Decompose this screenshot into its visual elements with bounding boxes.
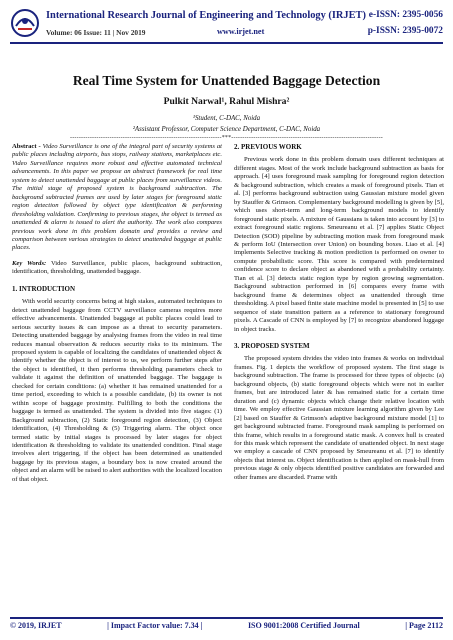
- footer-page-number: | Page 2112: [405, 621, 443, 630]
- journal-title: International Research Journal of Engineering and Technology (IRJET): [46, 10, 366, 21]
- section-separator: ---------------------------------------------------------------------***---------------------------------------------------------------------: [70, 135, 383, 141]
- introduction-heading: 1. INTRODUCTION: [12, 284, 76, 293]
- volume-issue: Volume: 06 Issue: 11 | Nov 2019: [46, 28, 146, 37]
- previous-work-text: Previous work done in this problem domain uses different techniques at different stages. Most of the work include background subtraction as basis for approach. [4] uses foreground mask sampling for foreground region detection & background subtraction, which creates a mask of foreground pixels. Tian et al. [3] performs background subtraction using Gaussian mixture model given by Stauffer & Grimson. Complementary background modelling is given by [5], which uses short-term and long-term background models to identify foreground static pixels. A mixture of Gaussians is taken into account by [3] to extract foreground static regions. Smeureanu et al. [7] applies Static Object Detection (SOD) pipeline by subtracting motion mask from foreground mask & perform IoU (Intersection over Union) on bounding boxes. Liao et al. [4] implements Selective tracking & motion prediction is performed on owner to compute probabilistic score. This score is compared with predetermined confidence score to declare object as abandoned with a probability certainty. Tian et al. [3] detects static region type by region growing segmentation. Background subtraction performed in [6] compares every frame with background frame & determines object as unattended through time thresholding. A pixel based finite state machine model is presented in [5] to use sequence of state transition pattern as a reference to stationary foreground pixels. A Cascade of CNN is employed by [7] to recognize abandoned luggage in object tracks.: [234, 156, 444, 333]
- introduction-text: With world security concerns being at high stakes, automated techniques to detect unattended baggage from CCTV surveillance cameras requires more effective advancements. Unattended baggage at public places could lead to serious security issues & can impose as a threat to security parameters. Detecting unattended baggage by analysing frames from the video in real time reduces manual observation & reduces security risks to its minimum. The proposed system is capable of localizing the candidates of unattended object & identify whether the object is of interest to us, we perform further steps after the object is identified, it then performs thresholding parameters check to validate it against the definition of unattended baggage. The baggage is checked for certain conditions: (a) whether it has remained unattended for a time period, exceeding to which is a possible candidate, (b) its owner is not within scope of baggage proximity. Fulfilling to both the conditions the baggage is termed as unattended. The system is divided into five stages: (1) Background subtraction, (2) Static foreground region detection, (3) Object identification, (4) Thresholding & (5) Triggering alarm. The object once termed static by initial stages is processed by later stages for object identification & thresholding to validate its unattended condition. Final stage involves alert triggering, if the object has been determined as unattended baggage by its previous stages, a boundary box is now created around the object and an alarm will be raised to alert authorities with the localized location of that object.: [12, 298, 223, 483]
- irjet-logo-icon: [10, 8, 40, 38]
- abstract-label: Abstract -: [12, 143, 41, 150]
- footer-impact-factor: | Impact Factor value: 7.34 |: [107, 621, 203, 630]
- website-link[interactable]: www.irjet.net: [217, 27, 265, 36]
- affiliation-1: ¹Student, C-DAC, Noida: [192, 115, 261, 122]
- paper-authors: Pulkit Narwal¹, Rahul Mishra²: [163, 96, 290, 107]
- proposed-system-text: The proposed system divides the video into frames & works on individual frames. Fig. 1 depicts the workflow of proposed system. The first stage is background subtraction. The frame is processed for three types of objects: (a) background objects, (b) static foreground objects which were not in earlier frames, but are introduced later & has remained static for a certain time duration and (c) dynamic objects which change their relative location with time. We employ effective Gaussian mixture learning algorithm given by Lee [2] based on Stauffer & Grimson's adaptive background mixture model [1] to get background subtracted frame. Foreground mask sampling is performed on this frame, which results in a foreground static mask. A convex hull is created for this mask which represent the candidate of unattended object. In next stage we employ a cascade of CNN proposed by Smeureanu et al. [7] to identify objects that interest us. Object identification is then applied on mask-hull from previous stage & only objects identified positive candidates are forwarded and other frames are discarded. Frame with: [234, 355, 444, 481]
- keywords-text: Video Surveillance, public places, background subtraction, identification, thresholding, unattended baggage.: [12, 259, 222, 276]
- keywords-label: Key Words:: [12, 259, 47, 267]
- footer-iso: ISO 9001:2008 Certified Journal: [247, 621, 360, 630]
- proposed-system-heading: 3. PROPOSED SYSTEM: [234, 341, 310, 350]
- footer-divider: [10, 617, 443, 619]
- paper-title: Real Time System for Unattended Baggage Detection: [72, 73, 381, 88]
- p-issn: p-ISSN: 2395-0072: [367, 26, 443, 36]
- header-divider: [10, 42, 443, 44]
- page-footer: [10, 621, 443, 630]
- abstract-text: Video Surveillance is one of the integral part of security systems at public places including airports, bus stops, railway stations, marketplaces etc. Video Surveillance requires more robust and effective automated technical advancements. In this paper we propose an abstract framework for real time system to detect unattended baggage at public places from surveillance videos. The initial stage of proposed system is background subtraction. The background subtracted frames are used by later stages for foreground static region detection followed by object type identification & performing thresholding validation. Confirming to previous stages, the object is termed as unattended & alarm is issued to alert the authority. The work also compares previous work done in this problem domain and provides a review and comparison between various strategies to detect unattended baggage at public places.: [12, 143, 222, 252]
- right-column: [234, 143, 444, 482]
- footer-copyright: © 2019, IRJET: [10, 621, 62, 630]
- left-column: [12, 143, 222, 484]
- affiliation-2: ²Assistant Professor, Computer Science Department, C-DAC, Noida: [132, 126, 321, 133]
- e-issn: e-ISSN: 2395-0056: [368, 10, 443, 20]
- previous-work-heading: 2. PREVIOUS WORK: [234, 143, 302, 151]
- abstract: [12, 143, 222, 253]
- journal-header: [10, 6, 443, 58]
- keywords: [12, 260, 222, 277]
